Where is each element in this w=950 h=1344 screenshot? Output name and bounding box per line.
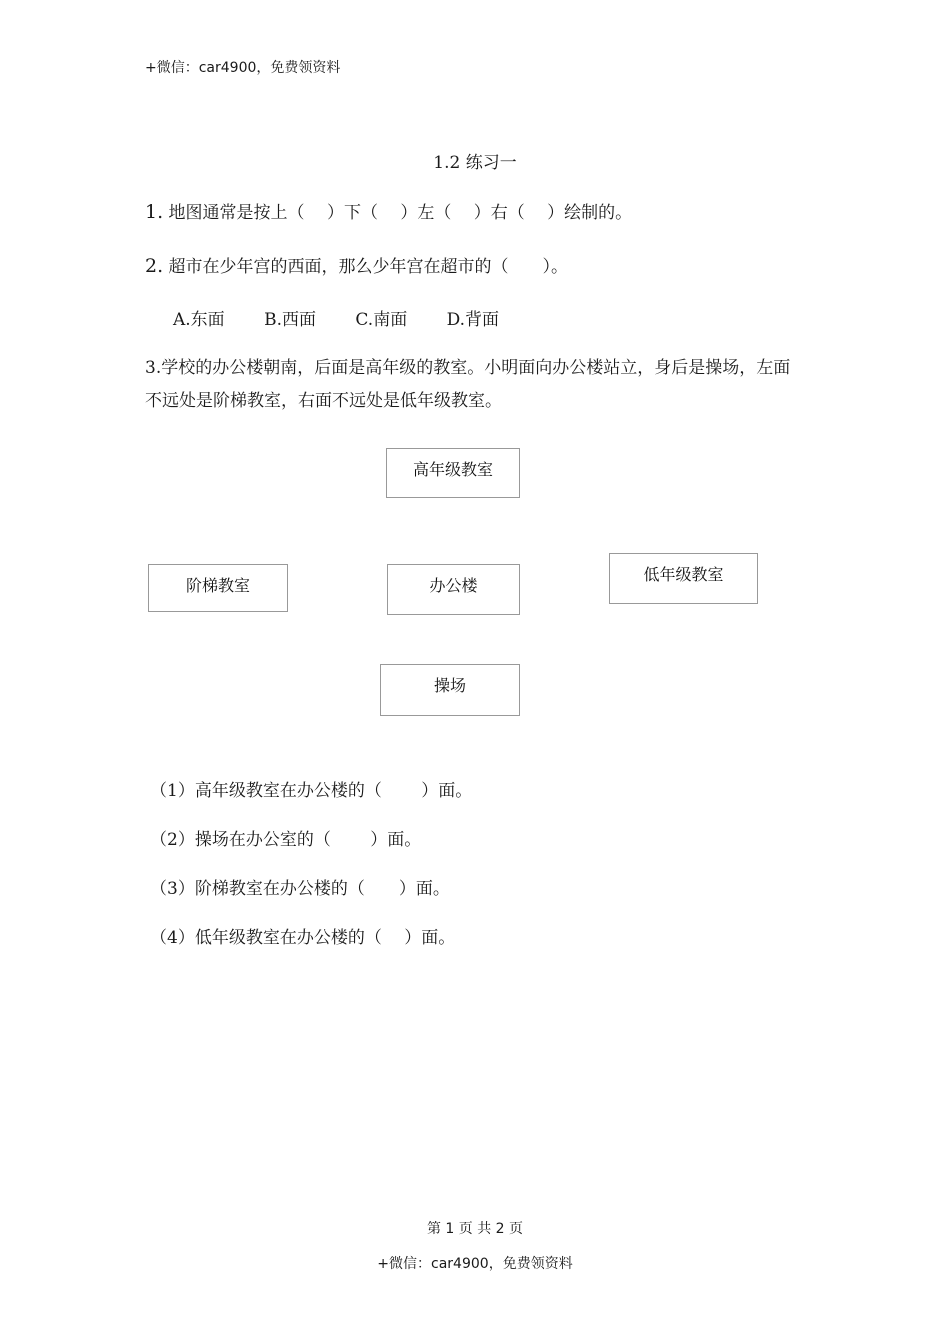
sub-question-4: （4）低年级教室在办公楼的（ ）面。 [150, 928, 456, 948]
question-2-number: 2. [145, 255, 164, 277]
question-2 [145, 252, 568, 277]
box-junior-classroom: 低年级教室 [609, 553, 758, 604]
option-b: B.西面 [264, 310, 316, 330]
question-1-number: 1. [145, 201, 164, 223]
question-2-options [173, 305, 533, 330]
sub-question-3: （3）阶梯教室在办公楼的（ ）面。 [150, 879, 450, 899]
box-lecture-hall: 阶梯教室 [148, 564, 288, 612]
box-office-building: 办公楼 [387, 564, 520, 615]
option-c: C.南面 [355, 310, 408, 330]
page-number: 第 1 页 共 2 页 [426, 1221, 524, 1237]
box-senior-classroom: 高年级教室 [386, 448, 520, 498]
question-2-text: 超市在少年宫的西面，那么少年宫在超市的（ ）。 [168, 257, 569, 277]
header-note: +微信：car4900，免费领资料 [145, 60, 341, 76]
option-d: D.背面 [446, 310, 500, 330]
option-a: A.东面 [173, 310, 225, 330]
sub-question-2: （2）操场在办公室的（ ）面。 [150, 830, 422, 850]
question-1-text: 地图通常是按上（ ）下（ ）左（ ）右（ ）绘制的。 [168, 203, 633, 223]
page-title: 1.2 练习一 [433, 153, 517, 173]
question-3-text: 3.学校的办公楼朝南，后面是高年级的教室。小明面向办公楼站立，身后是操场，左面不远处是阶梯教室，右面不远处是低年级教室。 [145, 358, 791, 411]
footer-note: +微信：car4900，免费领资料 [377, 1256, 573, 1272]
box-playground: 操场 [380, 664, 520, 716]
question-1 [145, 198, 632, 223]
sub-question-1: （1）高年级教室在办公楼的（ ）面。 [150, 781, 473, 801]
